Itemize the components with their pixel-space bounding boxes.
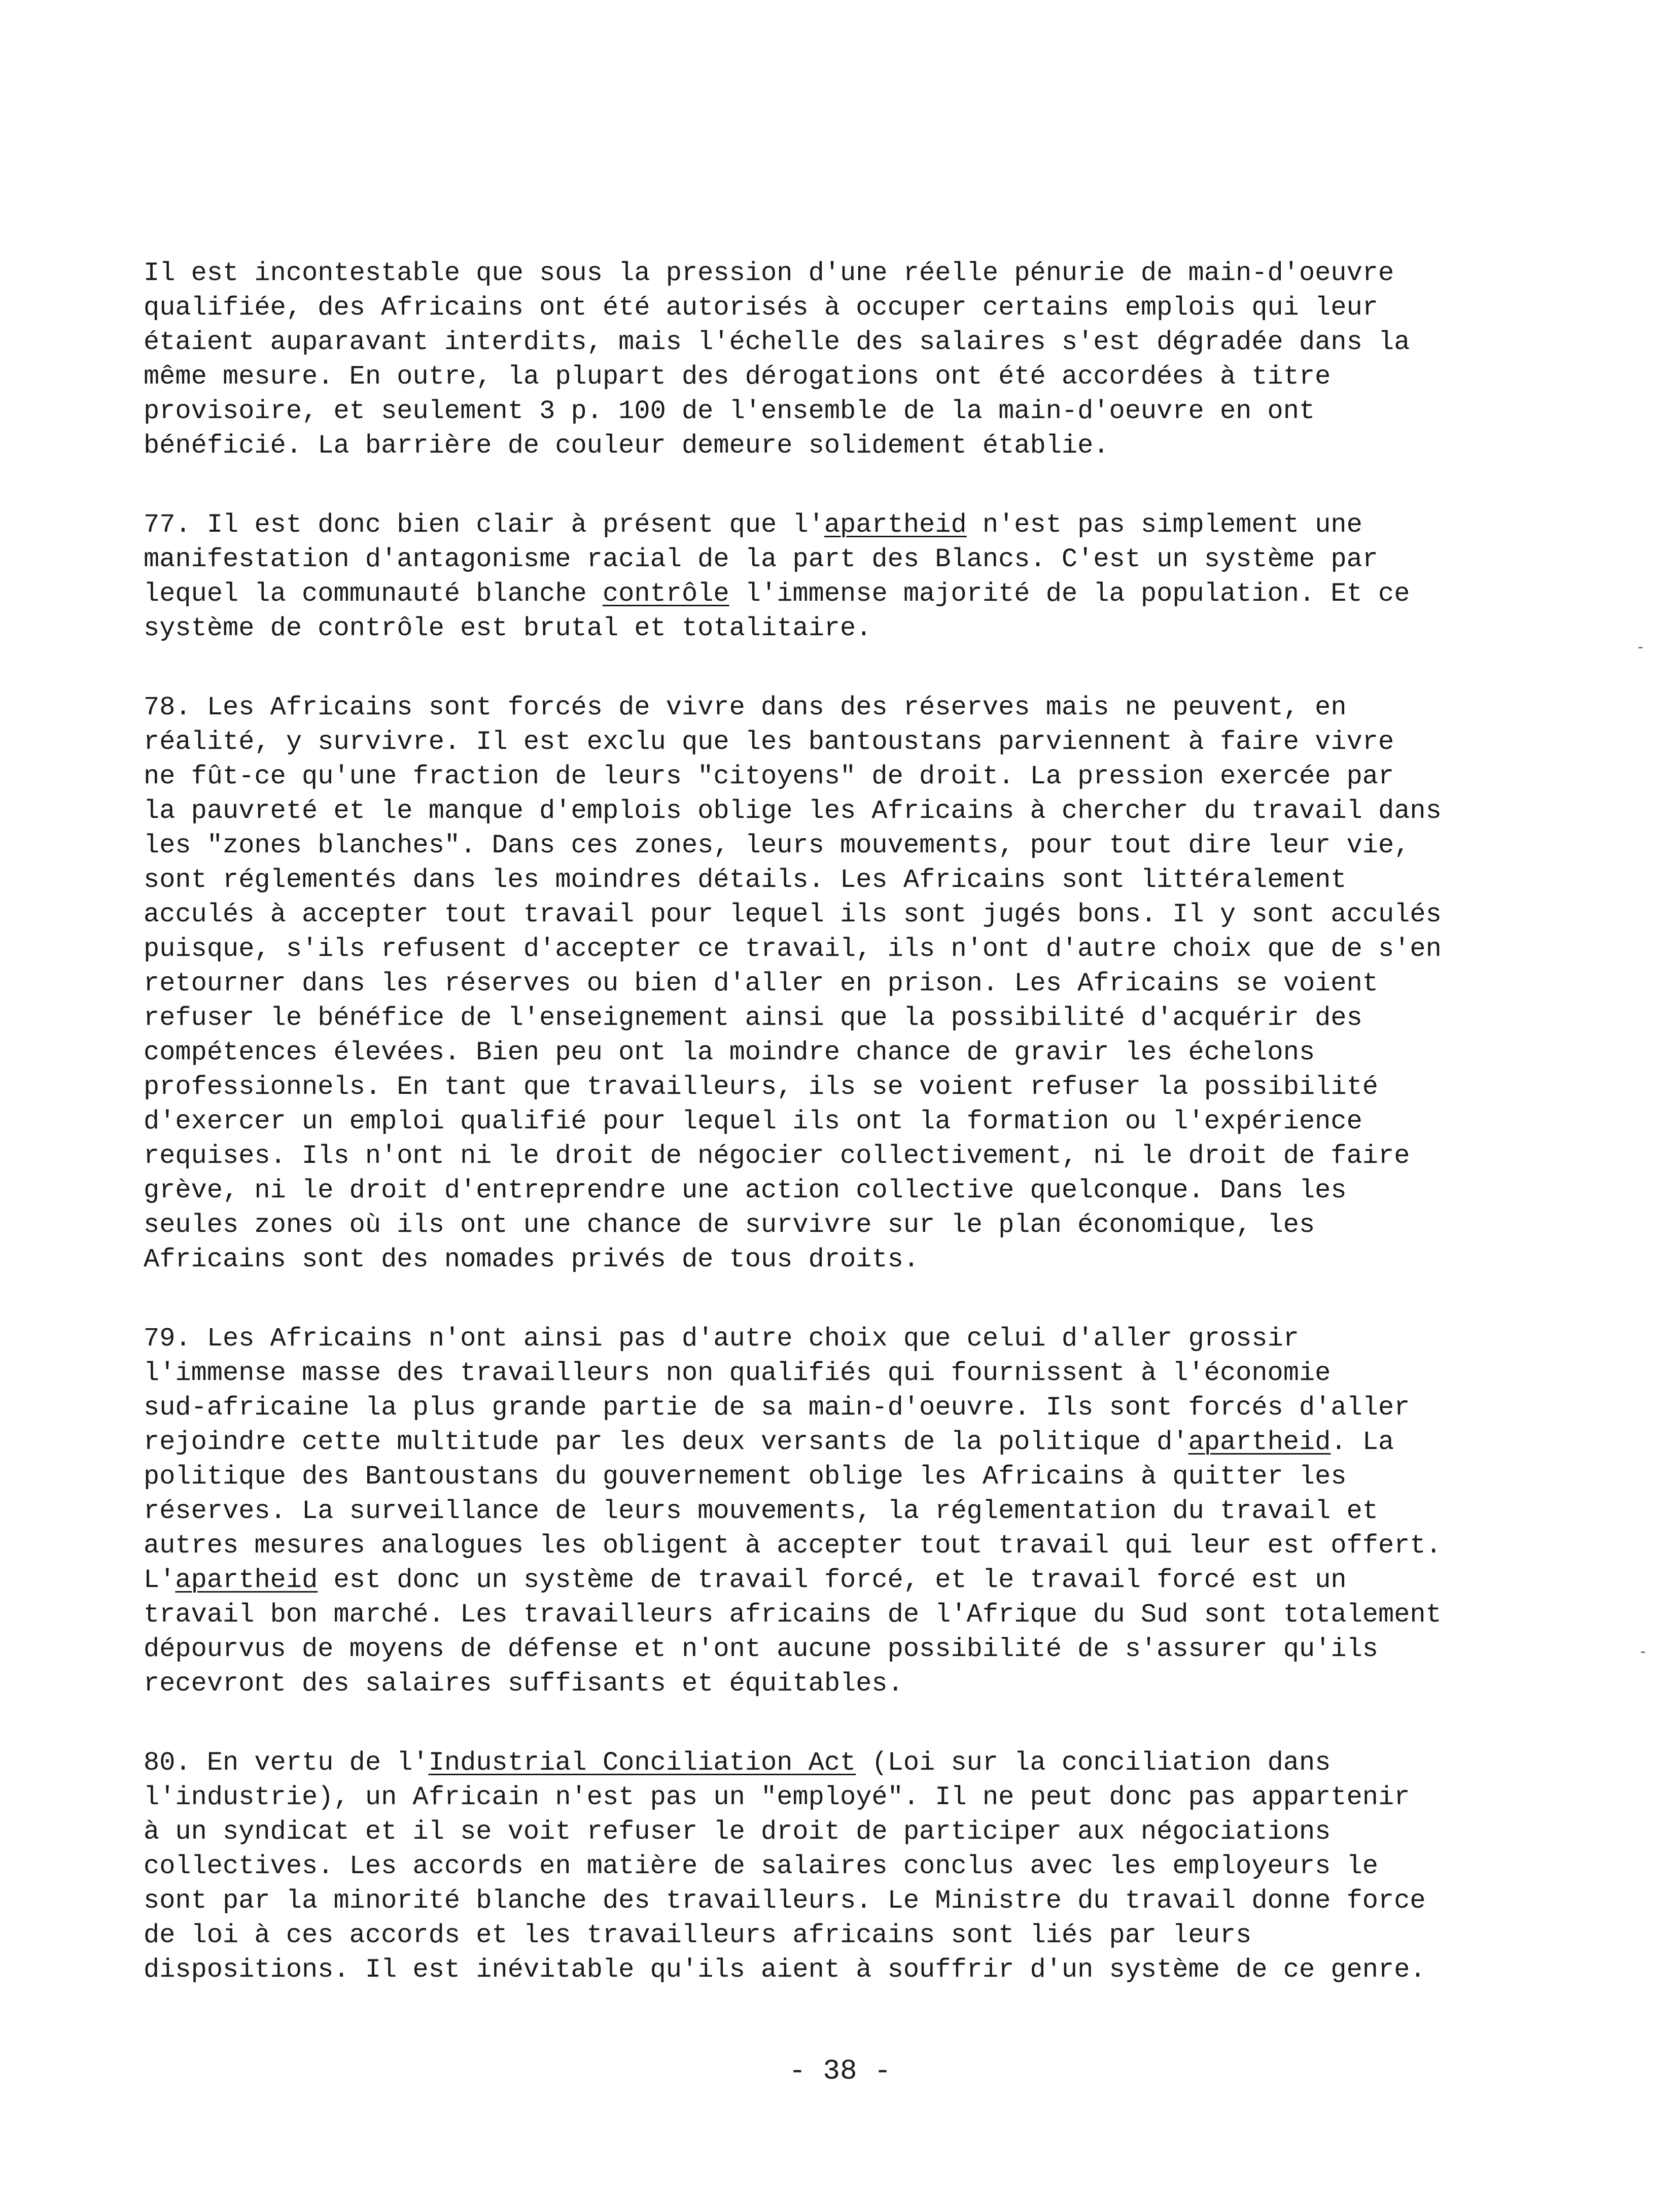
underlined-term: apartheid bbox=[175, 1565, 318, 1595]
paragraph-number: 78. bbox=[144, 693, 191, 722]
paragraph-text: Les Africains sont forcés de vivre dans des réserves mais ne peuvent, en réalité, y survivre. Il est exclu que les bantoustans parviennent à faire vivre ne fût-ce qu'une fraction de leurs "citoyens" de droit. La pression exercée par la pauvreté et le manque d'emplois oblige les Africains à chercher du travail dans les "zones blanches". Dans ces zones, leurs mouvements, pour tout dire leur vie, sont réglementés dans les moindres détails. Les Africains sont littéralement acculés à accepter tout travail pour lequel ils sont jugés bons. Il y sont acculés puisque, s'ils refusent d'accepter ce travail, ils n'ont d'autre choix que de s'en retourner dans les réserves ou bien d'aller en prison. Les Africains se voient refuser le bénéfice de l'enseignement ainsi que la possibilité d'acquérir des compétences élevées. Bien peu ont la moindre chance de gravir les échelons professionnels. En tant que travailleurs, ils se voient refuser la possibilité d'exercer un emploi qualifié pour lequel ils ont la formation ou l'expérience requises. Ils n'ont ni le droit de négocier collectivement, ni le droit de faire grève, ni le droit d'entreprendre une action collective quelconque. Dans les seules zones où ils ont une chance de survivre sur le plan économique, les Africains sont des nomades privés de tous droits. bbox=[144, 693, 1442, 1274]
underlined-term: apartheid bbox=[824, 510, 967, 540]
scan-mark bbox=[1638, 647, 1642, 648]
document-body bbox=[144, 256, 1554, 2032]
paragraph-text: (Loi sur la conciliation dans l'industrie), un Africain n'est pas un "employé". Il ne peut donc pas appartenir à un syndicat et il se voit refuser le droit de participer aux négociations collectives. Les accords en matière de salaires conclus avec les employeurs le sont par la minorité blanche des travailleurs. Le Ministre du travail donne force de loi à ces accords et les travailleurs africains sont liés par leurs dispositions. Il est inévitable qu'ils aient à souffrir d'un système de ce genre. bbox=[144, 1748, 1426, 1985]
paragraph-text: Il est donc bien clair à présent que l' bbox=[191, 510, 824, 540]
paragraph-text: Les Africains n'ont ainsi pas d'autre choix que celui d'aller grossir l'immense masse des travailleurs non qualifiés qui fournissent à l'économie sud-africaine la plus grande partie de sa main-d'oeuvre. Ils sont forcés d'aller rejoindre cette multitude par les deux versants de la politique d' bbox=[144, 1324, 1410, 1457]
paragraph-number: 80. bbox=[144, 1748, 191, 1778]
paragraph-78 bbox=[144, 691, 1554, 1277]
paragraph-number: 77. bbox=[144, 510, 191, 540]
underlined-term: apartheid bbox=[1188, 1427, 1331, 1457]
paragraph-number: 79. bbox=[144, 1324, 191, 1354]
paragraph-text: . La politique des Bantoustans du gouvernement oblige les Africains à quitter les réserves. La surveillance de leurs mouvements, la réglementation du travail et autres mesures analogues les obligent à accepter tout travail qui leur est offert. L' bbox=[144, 1427, 1442, 1595]
paragraph-text: l'immense majorité de la population. Et ce système de contrôle est brutal et totalitaire. bbox=[144, 579, 1410, 643]
paragraph-text: n'est pas simplement une manifestation d'antagonisme racial de la part des Blancs. C'est un système par lequel la communauté blanche bbox=[144, 510, 1378, 609]
underlined-term: Industrial Conciliation Act bbox=[428, 1748, 856, 1778]
paragraph-text: En vertu de l' bbox=[191, 1748, 429, 1778]
page-number: - 38 - bbox=[789, 2055, 891, 2087]
paragraph-77 bbox=[144, 508, 1554, 646]
scan-mark bbox=[1641, 1651, 1645, 1653]
paragraph-79 bbox=[144, 1322, 1554, 1701]
paragraph-80 bbox=[144, 1746, 1554, 1987]
underlined-term: contrôle bbox=[602, 579, 729, 609]
paragraph-continuation: Il est incontestable que sous la pression d'une réelle pénurie de main-d'oeuvre qualifiée, des Africains ont été autorisés à occuper certains emplois qui leur étaient auparavant interdits, mais l'échelle des salaires s'est dégradée dans la même mesure. En outre, la plupart des dérogations ont été accordées à titre provisoire, et seulement 3 p. 100 de l'ensemble de la main-d'oeuvre en ont bénéficié. La barrière de couleur demeure solidement établie. bbox=[144, 258, 1410, 461]
paragraph-text: est donc un système de travail forcé, et le travail forcé est un travail bon marché. Les travailleurs africains de l'Afrique du Sud sont totalement dépourvus de moyens de défense et n'ont aucune possibilité de s'assurer qu'ils recevront des salaires suffisants et équitables. bbox=[144, 1565, 1442, 1699]
